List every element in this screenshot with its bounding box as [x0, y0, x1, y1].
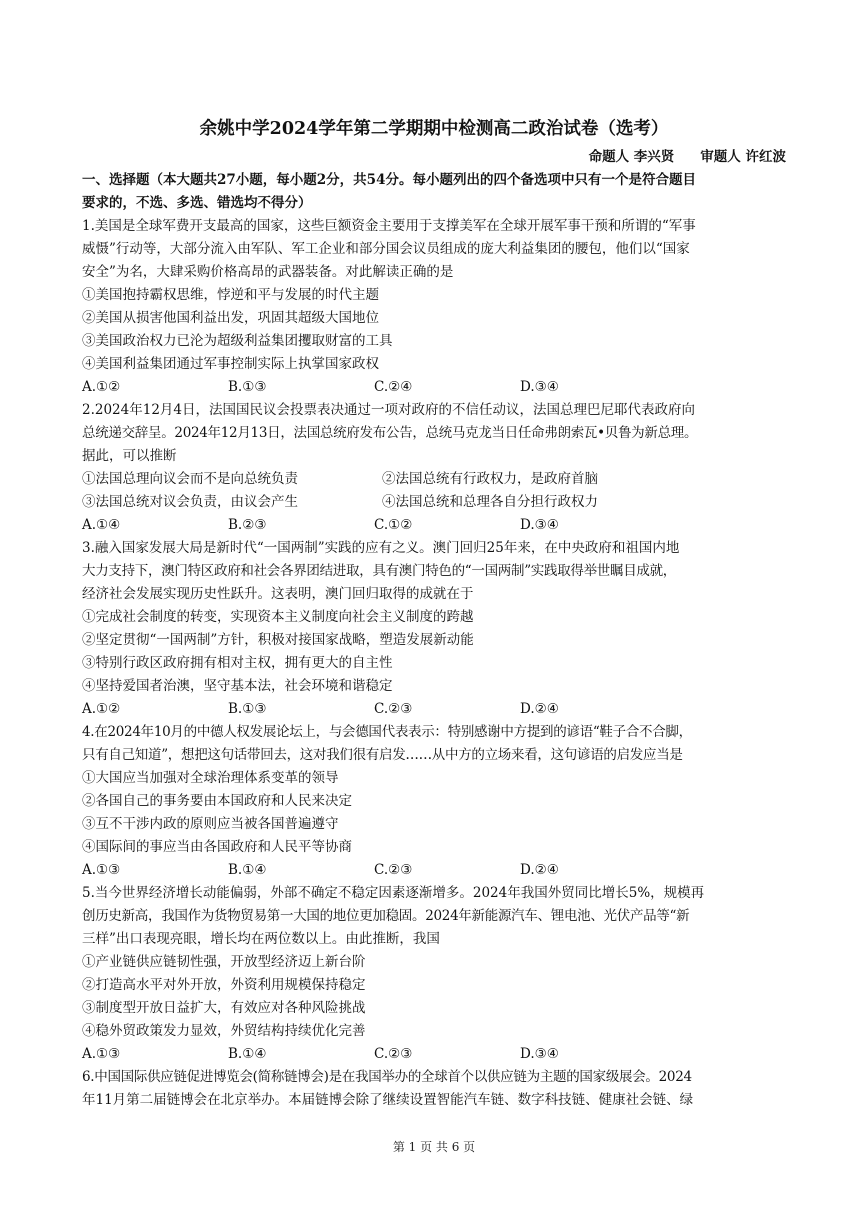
question-stem: 6.中国国际供应链促进博览会(简称链博会)是在我国举办的全球首个以供应链为主题的国家级展会。2024 — [82, 1069, 692, 1085]
page-number: 第 1 页 共 6 页 — [392, 1140, 476, 1154]
statement-item: ①大国应当加强对全球治理体系变革的领导 — [82, 770, 339, 786]
statement-item: ③制度型开放日益扩大，有效应对各种风险挑战 — [82, 1000, 366, 1016]
option-b: B.②③ — [228, 517, 267, 533]
statement-item: ②法国总统有行政权力，是政府首脑 — [382, 471, 598, 487]
statement-item: ③法国总统对议会负责，由议会产生 — [82, 494, 298, 510]
option-a: A.①④ — [82, 517, 121, 533]
statement-pair — [82, 491, 786, 514]
section-heading: 一、选择题（本大题共27小题，每小题2分，共54分。每小题列出的四个备选项中只有一个是符合题目 要求的，不选、多选、错选均不得分） — [82, 172, 696, 211]
question-stem: 创历史新高，我国作为货物贸易第一大国的地位更加稳固。2024年新能源汽车、锂电池、光伏产品等“新 — [82, 908, 690, 924]
option-d: D.③④ — [520, 517, 559, 533]
option-b: B.①③ — [228, 701, 267, 717]
option-b: B.①③ — [228, 379, 267, 395]
statement-item: ①法国总理向议会而不是向总统负责 — [82, 471, 298, 487]
option-d: D.②④ — [520, 701, 559, 717]
question-stem: 据此，可以推断 — [82, 448, 177, 464]
option-d: D.③④ — [520, 379, 559, 395]
statement-item: ②美国从损害他国利益出发，巩固其超级大国地位 — [82, 310, 379, 326]
author-line — [82, 146, 786, 169]
question-stem: 只有自己知道”，想把这句话带回去，这对我们很有启发……从中方的立场来看，这句谚语的启发应当是 — [82, 747, 683, 763]
statement-item: ②各国自己的事务要由本国政府和人民来决定 — [82, 793, 352, 809]
question-2 — [82, 399, 868, 537]
option-b: B.①④ — [228, 1046, 267, 1062]
question-6 — [82, 1066, 868, 1112]
option-d: D.③④ — [520, 1046, 559, 1062]
statement-item: ④稳外贸政策发力显效，外贸结构持续优化完善 — [82, 1023, 366, 1039]
question-stem: 3.融入国家发展大局是新时代“一国两制”实践的应有之义。澳门回归25年来，在中央政府和祖国内地 — [82, 540, 680, 556]
answer-options — [82, 859, 786, 882]
question-maker: 命题人 李兴贤 — [588, 149, 675, 165]
statement-item: ④国际间的事应当由各国政府和人民平等协商 — [82, 839, 352, 855]
option-a: A.①③ — [82, 862, 121, 878]
statement-item: ②打造高水平对外开放，外资利用规模保持稳定 — [82, 977, 366, 993]
question-stem: 5.当今世界经济增长动能偏弱，外部不确定不稳定因素逐渐增多。2024年我国外贸同比增长5%，规模再 — [82, 885, 705, 901]
question-5 — [82, 882, 868, 1066]
question-stem: 三样”出口表现亮眼，增长均在两位数以上。由此推断，我国 — [82, 931, 440, 947]
question-stem: 安全”为名，大肆采购价格高昂的武器装备。对此解读正确的是 — [82, 264, 454, 280]
statement-item: ③特别行政区政府拥有相对主权，拥有更大的自主性 — [82, 655, 393, 671]
question-stem: 4.在2024年10月的中德人权发展论坛上，与会德国代表表示：特别感谢中方提到的谚语“鞋子合不合脚， — [82, 724, 692, 740]
answer-options — [82, 698, 786, 721]
question-stem: 总统递交辞呈。2024年12月13日，法国总统府发布公告，总统马克龙当日任命弗朗索瓦•贝鲁为新总理。 — [82, 425, 698, 441]
question-stem: 威慑”行动等，大部分流入由军队、军工企业和部分国会议员组成的庞大利益集团的腰包，他们以“国家 — [82, 241, 690, 257]
exam-title: 余姚中学2024学年第二学期期中检测高二政治试卷（选考） — [199, 119, 669, 139]
statement-item: ②坚定贯彻“一国两制”方针，积极对接国家战略，塑造发展新动能 — [82, 632, 474, 648]
option-b: B.①④ — [228, 862, 267, 878]
question-3 — [82, 537, 868, 721]
question-stem: 经济社会发展实现历史性跃升。这表明，澳门回归取得的成就在于 — [82, 586, 474, 602]
option-c: C.①② — [374, 517, 413, 533]
question-stem: 大力支持下，澳门特区政府和社会各界团结进取，具有澳门特色的“一国两制”实践取得举世瞩目成就， — [82, 563, 677, 579]
question-stem: 年11月第二届链博会在北京举办。本届链博会除了继续设置智能汽车链、数字科技链、健康社会链、绿 — [82, 1092, 694, 1108]
option-a: A.①② — [82, 379, 121, 395]
statement-item: ③美国政治权力已沦为超级利益集团攫取财富的工具 — [82, 333, 393, 349]
option-c: C.②③ — [374, 862, 413, 878]
option-c: C.②③ — [374, 701, 413, 717]
answer-options — [82, 1043, 786, 1066]
statement-item: ①美国抱持霸权思维，悖逆和平与发展的时代主题 — [82, 287, 379, 303]
option-d: D.②④ — [520, 862, 559, 878]
option-a: A.①② — [82, 701, 121, 717]
statement-item: ④坚持爱国者治澳，坚守基本法，社会环境和谐稳定 — [82, 678, 393, 694]
statement-item: ④美国利益集团通过军事控制实际上执掌国家政权 — [82, 356, 379, 372]
option-c: C.②④ — [374, 379, 413, 395]
answer-options — [82, 376, 786, 399]
statement-item: ④法国总统和总理各自分担行政权力 — [382, 494, 598, 510]
statement-item: ③互不干涉内政的原则应当被各国普遍遵守 — [82, 816, 339, 832]
statement-item: ①产业链供应链韧性强，开放型经济迈上新台阶 — [82, 954, 366, 970]
statement-pair — [82, 468, 786, 491]
question-4 — [82, 721, 868, 882]
question-stem: 2.2024年12月4日，法国国民议会投票表决通过一项对政府的不信任动议，法国总理巴尼耶代表政府向 — [82, 402, 696, 418]
statement-item: ①完成社会制度的转变，实现资本主义制度向社会主义制度的跨越 — [82, 609, 474, 625]
question-stem: 1.美国是全球军费开支最高的国家，这些巨额资金主要用于支撑美军在全球开展军事干预和所谓的“军事 — [82, 218, 696, 234]
option-a: A.①③ — [82, 1046, 121, 1062]
answer-options — [82, 514, 786, 537]
question-1 — [82, 215, 868, 399]
option-c: C.②③ — [374, 1046, 413, 1062]
question-reviewer: 审题人 许红波 — [700, 149, 786, 165]
